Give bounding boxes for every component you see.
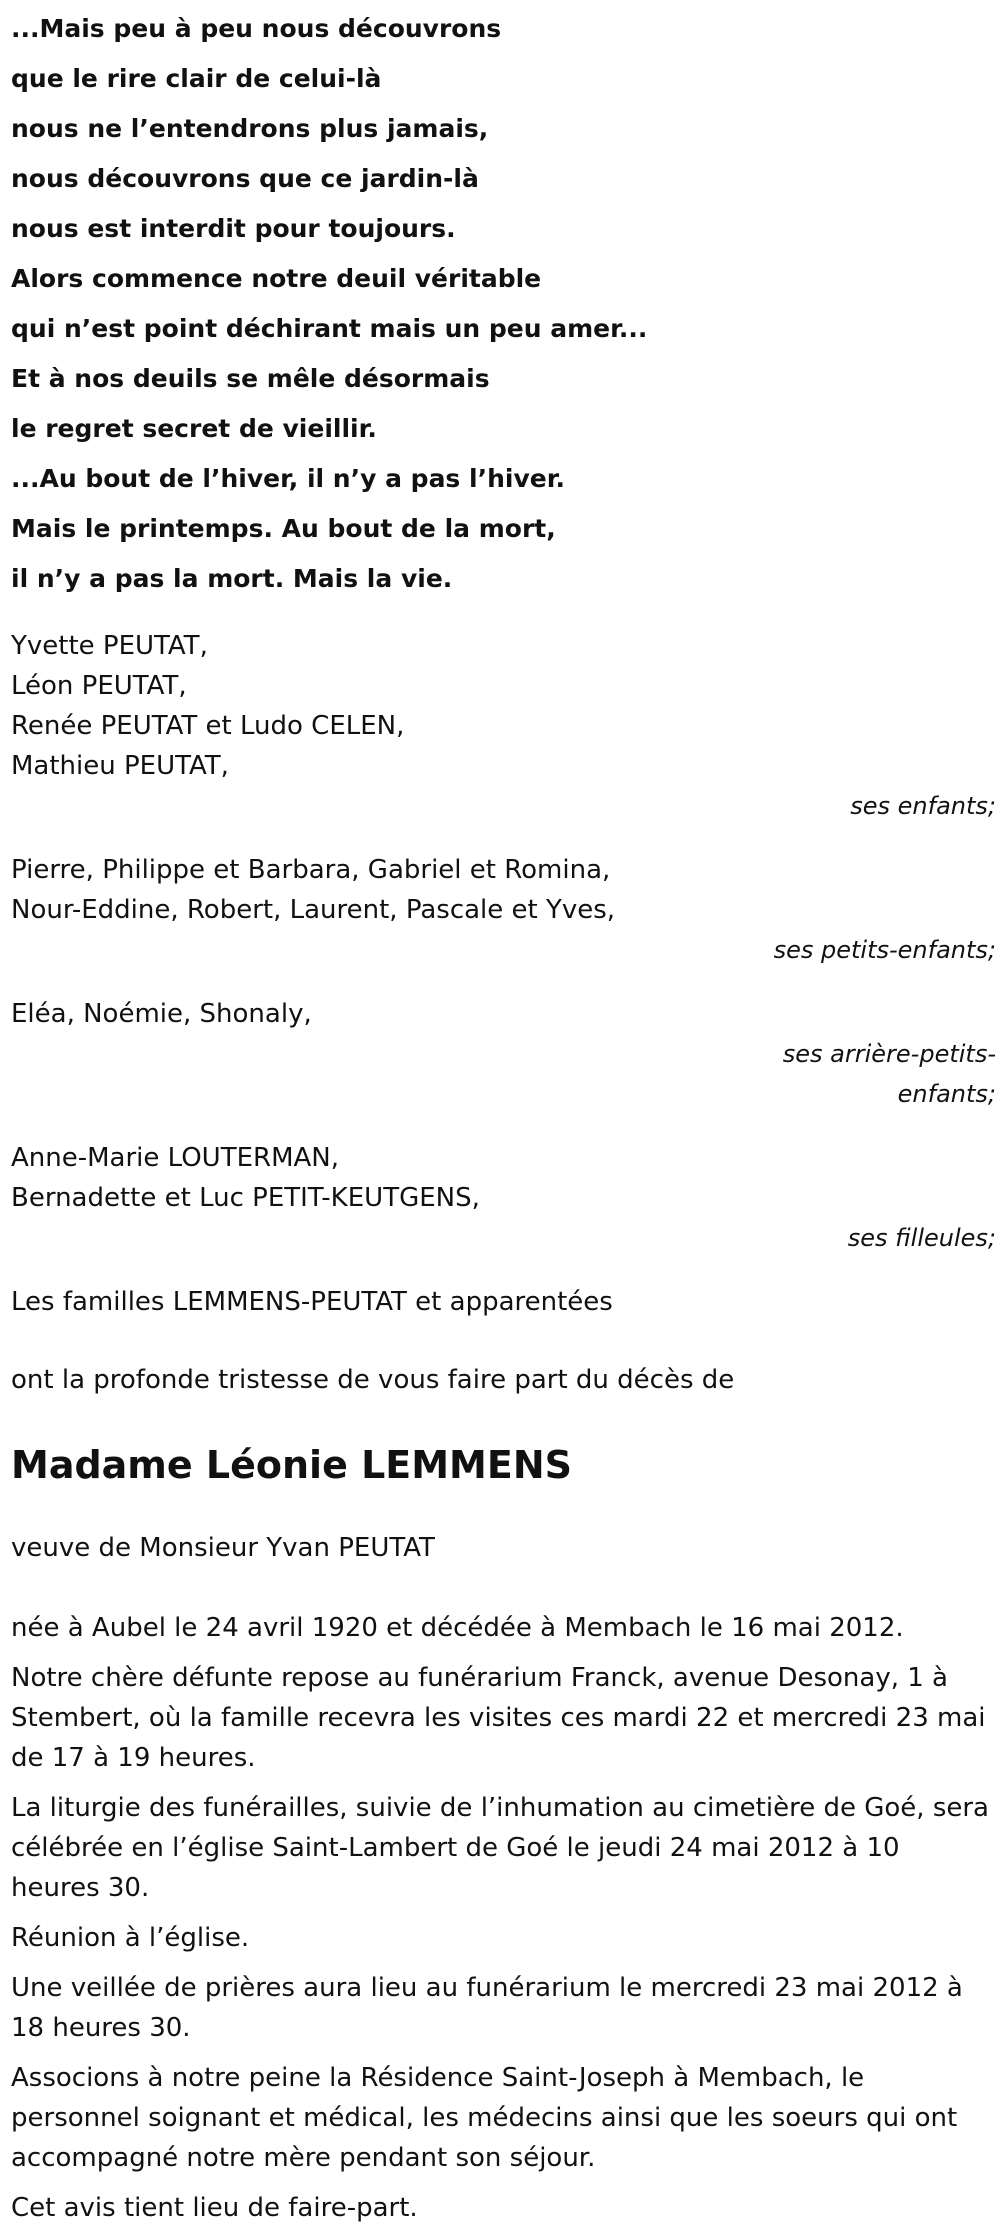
widow-of: veuve de Monsieur Yvan PEUTAT bbox=[11, 1533, 435, 1563]
obituary-content bbox=[11, 0, 996, 2228]
goddaughters-group bbox=[11, 1138, 996, 1258]
family-member: Renée PEUTAT et Ludo CELEN, bbox=[11, 711, 405, 741]
families-line: Les familles LEMMENS-PEUTAT et apparentées bbox=[11, 1287, 613, 1317]
poem-line: Et à nos deuils se mêle désormais bbox=[11, 364, 490, 393]
poem-line: Mais le printemps. Au bout de la mort, bbox=[11, 514, 556, 543]
relation-label: ses enfants; bbox=[850, 792, 996, 820]
funeral-home-paragraph: Notre chère défunte repose au funérarium Franck, avenue Desonay, 1 à Stembert, où la famille recevra les visites ces mardi 22 et mercredi 23 mai de 17 à 19 heures. bbox=[11, 1663, 986, 1773]
family-member: Mathieu PEUTAT, bbox=[11, 751, 229, 781]
closing-note: Cet avis tient lieu de faire-part. bbox=[11, 2193, 418, 2223]
family-member: Eléa, Noémie, Shonaly, bbox=[11, 999, 312, 1029]
children-group bbox=[11, 626, 996, 826]
relation-label: ses arrière-petits- bbox=[782, 1040, 996, 1068]
gathering-paragraph: Réunion à l’église. bbox=[11, 1923, 250, 1953]
family-member: Léon PEUTAT, bbox=[11, 671, 187, 701]
liturgy-paragraph: La liturgie des funérailles, suivie de l’inhumation au cimetière de Goé, sera célébrée en l’église Saint-Lambert de Goé le jeudi 24 mai 2012 à 10 heures 30. bbox=[11, 1793, 989, 1903]
poem-line: le regret secret de vieillir. bbox=[11, 414, 377, 443]
vigil-paragraph: Une veillée de prières aura lieu au funérarium le mercredi 23 mai 2012 à 18 heures 30. bbox=[11, 1973, 963, 2043]
poem-line: il n’y a pas la mort. Mais la vie. bbox=[11, 564, 453, 593]
great-grandchildren-group bbox=[11, 994, 996, 1114]
family-member: Anne-Marie LOUTERMAN, bbox=[11, 1143, 340, 1173]
poem-line: nous ne l’entendrons plus jamais, bbox=[11, 114, 489, 143]
relation-label: enfants; bbox=[897, 1080, 996, 1108]
grandchildren-group bbox=[11, 850, 996, 970]
family-list bbox=[11, 626, 996, 1322]
family-member: Nour-Eddine, Robert, Laurent, Pascale et Yves, bbox=[11, 895, 616, 925]
poem-line: Alors commence notre deuil véritable bbox=[11, 264, 542, 293]
relation-label: ses filleules; bbox=[847, 1224, 996, 1252]
poem-line: que le rire clair de celui-là bbox=[11, 64, 382, 93]
family-member: Pierre, Philippe et Barbara, Gabriel et Romina, bbox=[11, 855, 611, 885]
poem-line: nous est interdit pour toujours. bbox=[11, 214, 456, 243]
poem-line: qui n’est point déchirant mais un peu amer... bbox=[11, 314, 648, 343]
family-member: Yvette PEUTAT, bbox=[11, 631, 208, 661]
announcement: ont la profonde tristesse de vous faire part du décès de bbox=[11, 1365, 735, 1395]
poem bbox=[11, 4, 996, 604]
relation-label: ses petits-enfants; bbox=[773, 936, 996, 964]
birth-death-dates: née à Aubel le 24 avril 1920 et décédée à Membach le 16 mai 2012. bbox=[11, 1613, 904, 1643]
obituary-text bbox=[11, 1360, 996, 2228]
deceased-name: Madame Léonie LEMMENS bbox=[11, 1443, 573, 1487]
family-member: Bernadette et Luc PETIT-KEUTGENS, bbox=[11, 1183, 480, 1213]
poem-line: ...Au bout de l’hiver, il n’y a pas l’hiver. bbox=[11, 464, 565, 493]
poem-line: ...Mais peu à peu nous découvrons bbox=[11, 14, 502, 43]
poem-line: nous découvrons que ce jardin-là bbox=[11, 164, 479, 193]
thanks-paragraph: Associons à notre peine la Résidence Saint-Joseph à Membach, le personnel soignant et médical, les médecins ainsi que les soeurs qui ont accompagné notre mère pendant son séjour. bbox=[11, 2063, 958, 2173]
